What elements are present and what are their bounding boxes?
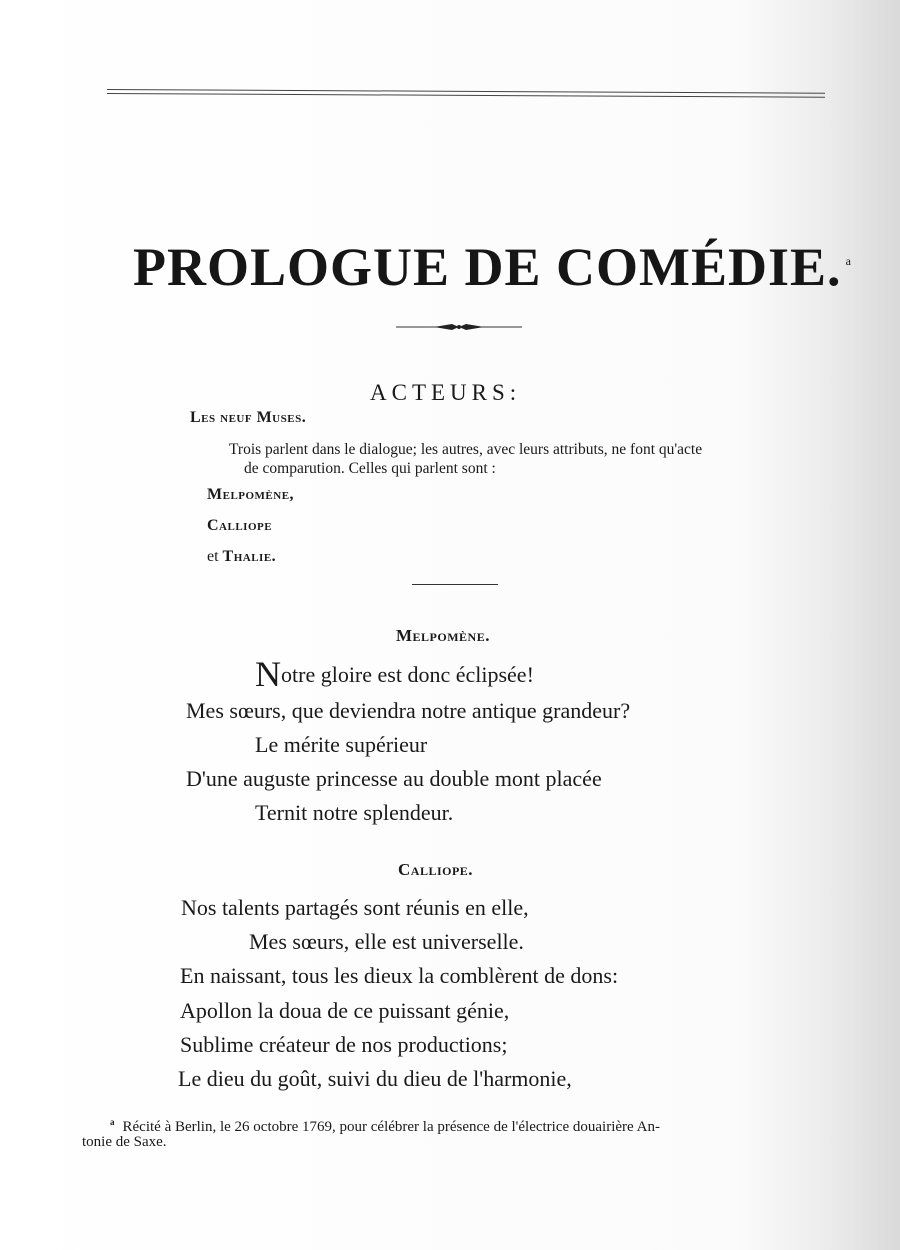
footnote-line-1 — [110, 1112, 660, 1137]
title-footnote-mark: a — [845, 254, 852, 268]
description-line-2: de comparution. Celles qui parlent sont : — [244, 460, 496, 477]
actor-melpomene: Melpomène, — [207, 486, 295, 503]
verse-line: Le mérite supérieur — [255, 732, 428, 757]
actor-thalie-name: Thalie. — [222, 548, 277, 565]
description-line-1: Trois parlent dans le dialogue; les autres, avec leurs attributs, ne font qu'acte — [229, 441, 703, 458]
verse-line: Mes sœurs, elle est universelle. — [249, 929, 524, 954]
actor-thalie — [207, 548, 276, 566]
verse-line: Ternit notre splendeur. — [255, 800, 454, 825]
actor-thalie-prefix: et — [207, 548, 223, 565]
drop-capital: N — [255, 654, 281, 694]
verse-line: Mes sœurs, que deviendra notre antique grandeur? — [186, 698, 631, 723]
verse-line: Sublime créateur de nos productions; — [180, 1032, 508, 1057]
verse-line: En naissant, tous les dieux la comblèrent de dons: — [180, 963, 619, 988]
page-title — [133, 236, 852, 298]
acteurs-heading: ACTEURS: — [370, 380, 522, 405]
verse-line: Le dieu du goût, suivi du dieu de l'harmonie, — [178, 1066, 572, 1091]
speaker-calliope: Calliope. — [398, 860, 474, 879]
verse-line — [255, 656, 534, 692]
verse-line: Apollon la doua de ce puissant génie, — [180, 998, 510, 1023]
header-double-rule — [107, 89, 825, 98]
speaker-melpomene: Melpomène. — [396, 626, 490, 645]
footnote-text-1: Récité à Berlin, le 26 octobre 1769, pour célébrer la présence de l'électrice douairière An- — [122, 1119, 660, 1135]
footnote-mark: a — [110, 1117, 115, 1127]
verse-line: Nos talents partagés sont réunis en elle, — [181, 895, 529, 920]
actor-calliope: Calliope — [207, 517, 273, 534]
ornament-divider — [396, 320, 522, 334]
muses-label: Les neuf Muses. — [190, 409, 307, 426]
verse-line: D'une auguste princesse au double mont placée — [186, 766, 602, 791]
verse-line-rest: otre gloire est donc éclipsée! — [281, 662, 534, 687]
section-divider — [412, 584, 498, 585]
footnote-line-2: tonie de Saxe. — [82, 1134, 167, 1150]
title-text: PROLOGUE DE COMÉDIE. — [133, 237, 842, 297]
